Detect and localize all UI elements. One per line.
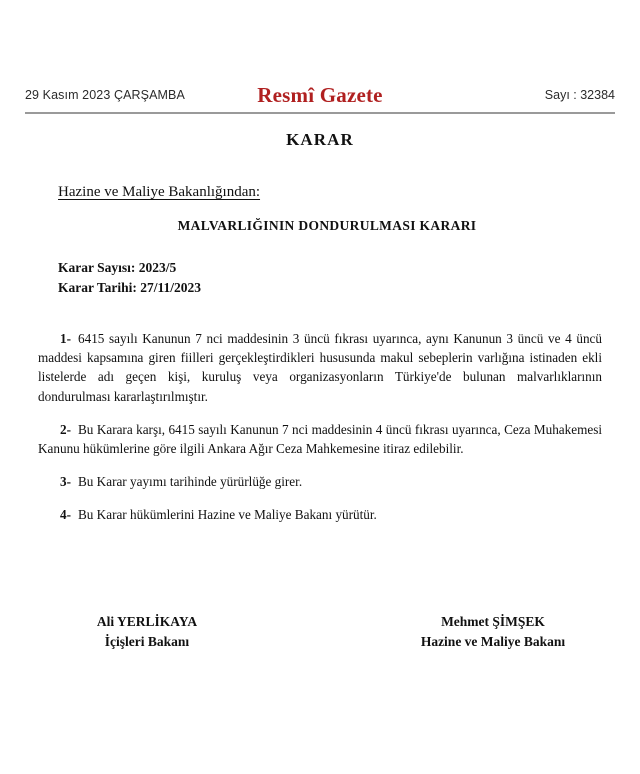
signatory: [330, 612, 640, 653]
clause-text: Bu Karar yayımı tarihinde yürürlüğe girer.: [78, 473, 303, 489]
clause-number: 3-: [60, 473, 71, 489]
decision-number: Karar Sayısı: 2023/5: [58, 260, 177, 275]
gazette-title: Resmî Gazete: [257, 82, 383, 107]
decision-title: MALVARLIĞININ DONDURULMASI KARARI: [177, 218, 477, 233]
masthead: [0, 76, 640, 114]
publication-date: 29 Kasım 2023 ÇARŞAMBA: [25, 88, 185, 102]
signatory-role: İçişleri Bakanı: [104, 634, 190, 650]
document-body: [0, 120, 640, 524]
clause-list: [0, 329, 640, 524]
masthead-inner: [25, 76, 615, 114]
clause-number: 2-: [60, 421, 71, 437]
clause-text: Bu Karar hükümlerini Hazine ve Maliye Bakanı yürütür.: [78, 507, 377, 523]
clause-number: 1-: [60, 331, 71, 347]
signatory-name: Ali YERLİKAYA: [96, 614, 198, 629]
signatory-name: Mehmet ŞİMŞEK: [441, 614, 545, 629]
clause-item: [38, 420, 602, 458]
clause-number: 4-: [60, 507, 71, 523]
signatory-role: Hazine ve Maliye Bakanı: [420, 634, 566, 650]
clause-item: [38, 505, 602, 524]
clause-item: [38, 472, 602, 491]
clause-text: Bu Karara karşı, 6415 sayılı Kanunun 7 nci maddesinin 4 üncü fıkrası uyarınca, Ceza Muhakemesi Kanunu hükümlerine göre ilgili Ankara Ağır Ceza Mahkemesine itiraz edilebilir.: [38, 421, 602, 456]
decision-date: Karar Tarihi: 27/11/2023: [58, 279, 202, 295]
signature-block: [0, 612, 640, 653]
section-heading: KARAR: [286, 130, 354, 149]
issuing-ministry: [0, 184, 640, 201]
issue-number: Sayı : 32384: [544, 88, 615, 102]
clause-item: [38, 329, 602, 406]
signatory: [0, 612, 330, 653]
decision-meta: [0, 258, 640, 297]
clause-text: 6415 sayılı Kanunun 7 nci maddesinin 3 üncü fıkrası uyarınca, aynı Kanunun 3 üncü ve 4 üncü maddesi kapsamına giren fiilleri gerçekleştirdikleri hususunda makul sebeplerin varlığına istinaden ekli listelerde adı geçen kişi, kuruluş veya organizasyonların Türkiye'de bulunan malvarlıklarının dondurulması kararlaştırılmıştır.: [38, 331, 602, 404]
masthead-divider: [25, 112, 615, 114]
issuing-ministry-label: Hazine ve Maliye Bakanlığından:: [58, 184, 261, 200]
